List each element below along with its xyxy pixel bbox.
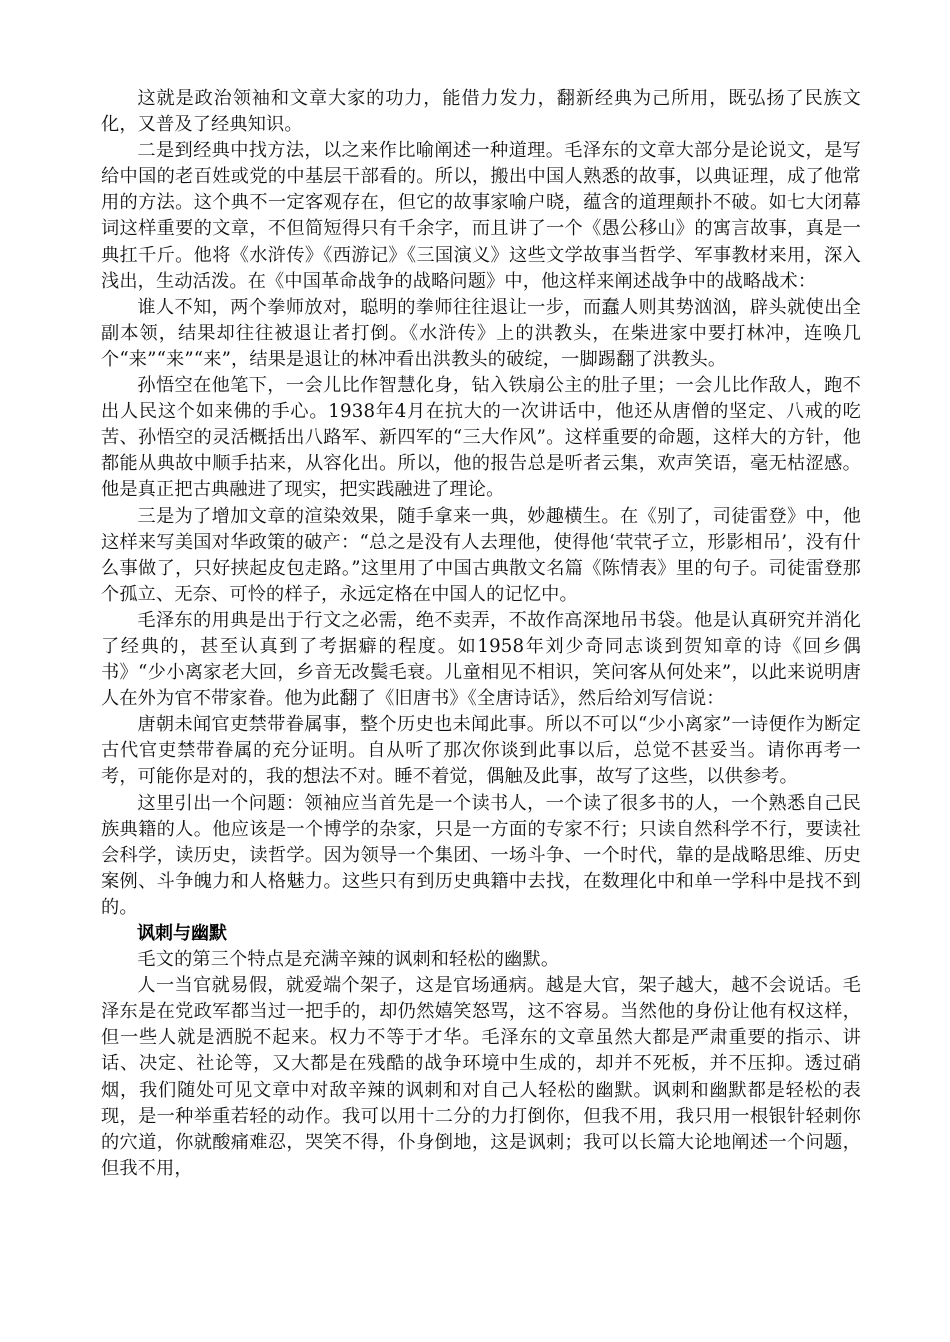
paragraph-third-feature: 毛文的第三个特点是充满辛辣的讽刺和轻松的幽默。 <box>137 949 560 971</box>
paragraph-allusion-purpose: 毛泽东的用典是出于行文之必需，绝不卖弄，不故作高深地吊书袋。他是认真研究并消化了经典的，甚至认真到了考据癖的程度。如1958年刘少奇同志谈到贺知章的诗《回乡偶书》“少小离家老大回，乡音无改鬓毛衰。儿童相见不相识，笑问客从何处来”，以此来说明唐人在外为官不带家眷。他为此翻了《旧唐书》《全唐诗话》，然后给刘写信说： <box>101 609 861 710</box>
paragraph-quote-boxers: 谁人不知，两个拳师放对，聪明的拳师往往退让一步，而蠢人则其势汹汹，辟头就使出全副本领，结果却往往被退让者打倒。《水浒传》上的洪教头，在柴进家中要打林冲，连唤几个“来”“来”“来”，结果是退让的林冲看出洪教头的破绽，一脚踢翻了洪教头。 <box>101 296 861 370</box>
section-heading: 讽刺与幽默 <box>137 923 227 944</box>
paragraph-leader-as-reader: 这里引出一个问题：领袖应当首先是一个读书人，一个读了很多书的人，一个熟悉自己民族典籍的人。他应该是一个博学的杂家，只是一方面的专家不行；只读自然科学不行，要读社会科学，读历史，读哲学。因为领导一个集团、一场斗争、一个时代，靠的是战略思维、历史案例、斗争魄力和人格魅力。这些只有到历史典籍中去找，在数理化中和单一学科中是找不到的。 <box>101 792 861 918</box>
paragraph-rendering-effect: 三是为了增加文章的渲染效果，随手拿来一典，妙趣横生。在《别了，司徒雷登》中，他这样来写美国对华政策的破产：“总之是没有人去理他，使得他‘茕茕孑立，形影相吊’，没有什么事做了，只好挟起皮包走路。”这里用了中国古典散文名篇《陈情表》里的句子。司徒雷登那个孤立、无奈、可怜的样子，永远定格在中国人的记忆中。 <box>101 505 861 605</box>
paragraph-officialdom: 人一当官就易假，就爱端个架子，这是官场通病。越是大官，架子越大，越不会说话。毛泽东是在党政军都当过一把手的，却仍然嬉笑怒骂，这不容易。当然他的身份让他有权这样，但一些人就是洒脱不起来。权力不等于才华。毛泽东的文章虽然大都是严肃重要的指示、讲话、决定、社论等，又大都是在残酷的战争环境中生成的，却并不死板，并不压抑。透过硝烟，我们随处可见文章中对敌辛辣的讽刺和对自己人轻松的幽默。讽刺和幽默都是轻松的表现，是一种举重若轻的动作。我可以用十二分的力打倒你，但我不用，我只用一根银针轻刺你的穴道，你就酸痛难忍，哭笑不得，仆身倒地，这是讽刺；我可以长篇大论地阐述一个问题，但我不用， <box>101 975 861 1179</box>
paragraph-method-from-classics: 二是到经典中找方法，以之来作比喻阐述一种道理。毛泽东的文章大部分是论说文，是写给中国的老百姓或党的中基层干部看的。所以，搬出中国人熟悉的故事，以典证理，成了他常用的方法。这个典不一定客观存在，但它的故事家喻户晓，蕴含的道理颠扑不破。如七大闭幕词这样重要的文章，不但简短得只有千余字，而且讲了一个《愚公移山》的寓言故事，真是一典扛千斤。他将《水浒传》《西游记》《三国演义》这些文学故事当哲学、军事教材来用，深入浅出，生动活泼。在《中国革命战争的战略问题》中，他这样来阐述战争中的战略战术： <box>101 140 861 292</box>
paragraph-leaders-power: 这就是政治领袖和文章大家的功力，能借力发力，翻新经典为己所用，既弘扬了民族文化，又普及了经典知识。 <box>101 88 861 136</box>
document-page <box>101 86 861 1182</box>
paragraph-sun-wukong: 孙悟空在他笔下，一会儿比作智慧化身，钻入铁扇公主的肚子里；一会儿比作敌人，跑不出人民这个如来佛的手心。1938年4月在抗大的一次讲话中，他还从唐僧的坚定、八戒的吃苦、孙悟空的灵活概括出八路军、新四军的“三大作风”。这样重要的命题，这样大的方针，他都能从典故中顺手拈来，从容化出。所以，他的报告总是听者云集，欢声笑语，毫无枯涩感。他是真正把古典融进了现实，把实践融进了理论。 <box>101 375 861 501</box>
paragraph-quote-letter: 唐朝未闻官吏禁带眷属事，整个历史也未闻此事。所以不可以“少小离家”一诗便作为断定古代官吏禁带眷属的充分证明。自从听了那次你谈到此事以后，总觉不甚妥当。请你再考一考，可能你是对的，我的想法不对。睡不着觉，偶触及此事，故写了这些，以供参考。 <box>101 714 861 788</box>
